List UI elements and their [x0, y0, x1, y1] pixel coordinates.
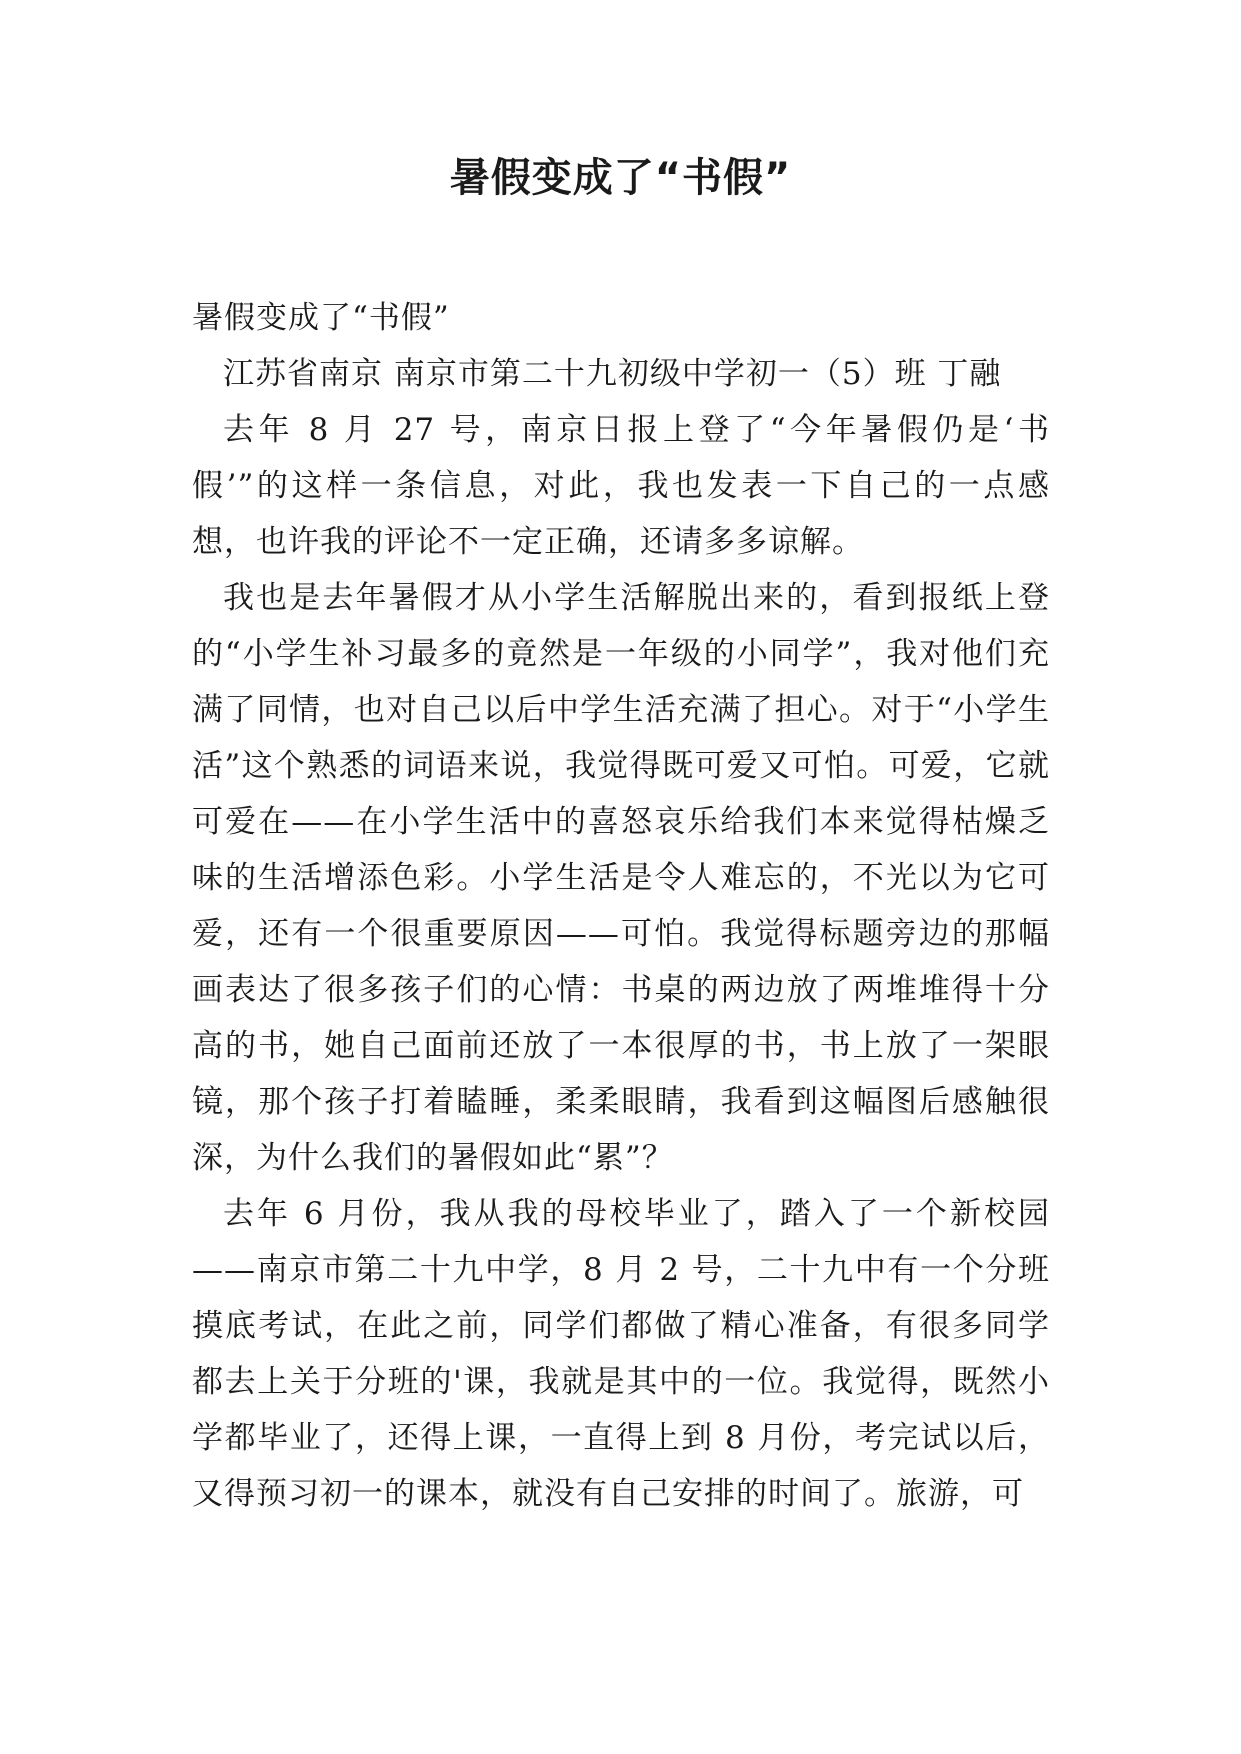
- paragraph-3: 去年 6 月份，我从我的母校毕业了，踏入了一个新校园——南京市第二十九中学，8 月 2 号，二十九中有一个分班摸底考试，在此之前，同学们都做了精心准备，有很多同学都去上关于分班的'课，我就是其中的一位。我觉得，既然小学都毕业了，还得上课，一直得上到 8 月份，考完试以后，又得预习初一的课本，就没有自己安排的时间了。旅游，可: [192, 1196, 1050, 1512]
- paragraph-2: 我也是去年暑假才从小学生活解脱出来的，看到报纸上登的“小学生补习最多的竟然是一年级的小同学”，我对他们充满了同情，也对自己以后中学生活充满了担心。对于“小学生活”这个熟悉的词语来说，我觉得既可爱又可怕。可爱，它就可爱在——在小学生活中的喜怒哀乐给我们本来觉得枯燥乏味的生活增添色彩。小学生活是令人难忘的，不光以为它可爱，还有一个很重要原因——可怕。我觉得标题旁边的那幅画表达了很多孩子们的心情：书桌的两边放了两堆堆得十分高的书，她自己面前还放了一本很厚的书，书上放了一架眼镜，那个孩子打着瞌睡，柔柔眼睛，我看到这幅图后感触很深，为什么我们的暑假如此“累”？: [192, 580, 1050, 1176]
- document-subtitle: 暑假变成了“书假”: [192, 300, 450, 336]
- document-body: [192, 290, 1050, 1522]
- paragraph-1: 去年 8 月 27 号，南京日报上登了“今年暑假仍是‘书假’”的这样一条信息，对此，我也发表一下自己的一点感想，也许我的评论不一定正确，还请多多谅解。: [192, 412, 1050, 560]
- document-title: 暑假变成了“书假”: [449, 155, 792, 201]
- author-line: 江苏省南京 南京市第二十九初级中学初一（5）班 丁融: [223, 356, 1002, 392]
